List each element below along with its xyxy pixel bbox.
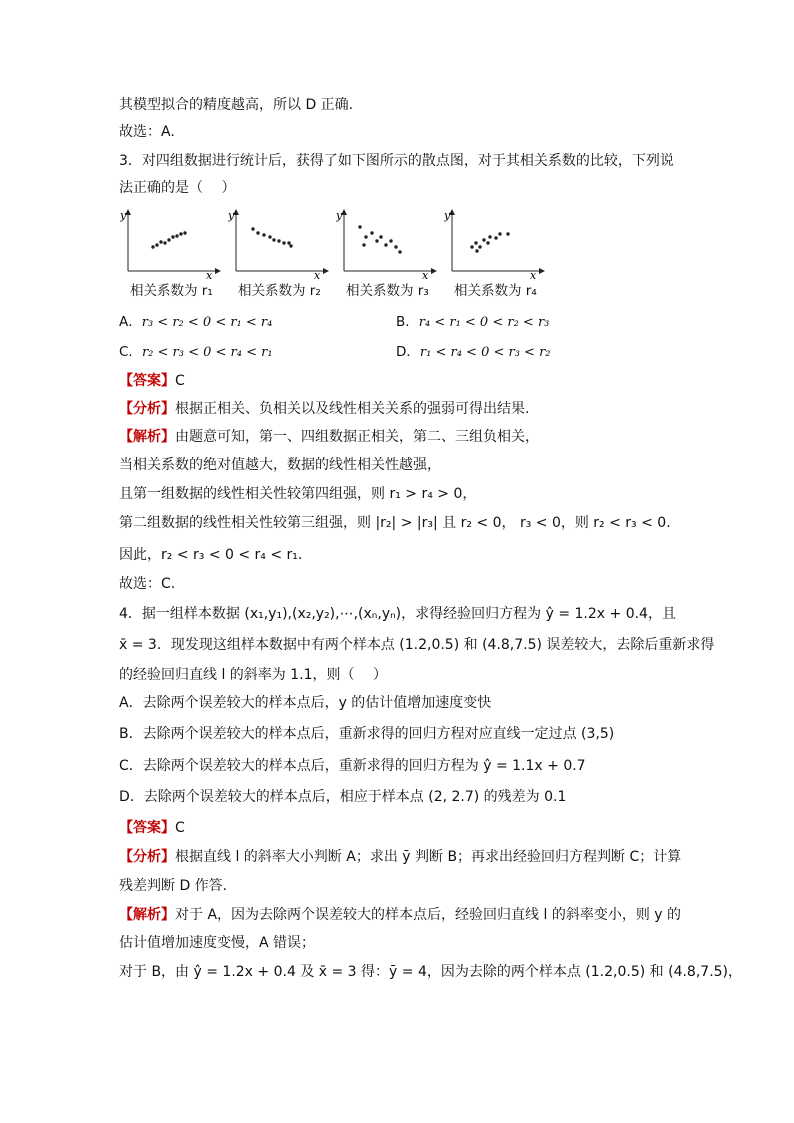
- q3-answer: [119, 371, 185, 391]
- answer-value: C: [175, 820, 185, 836]
- solution-text: 对于 A，因为去除两个误差较大的样本点后，经验回归直线 l 的斜率变小，则 y 的: [175, 907, 682, 923]
- x-axis-label: x: [206, 269, 213, 279]
- q4-solution: [119, 905, 681, 925]
- y-axis-label: y: [336, 209, 343, 222]
- question-4-stem-cont: 的经验回归直线 l 的斜率为 1.1，则（ ）: [119, 667, 387, 683]
- text-line: 第二组数据的线性相关性较第三组强，则 |r₂| > |r₃| 且 r₂ < 0， r₃ < 0，则 r₂ < r₃ < 0.: [119, 515, 671, 531]
- x-axis-label: x: [422, 269, 429, 279]
- scatter-plot-1-label: 相关系数为 r₁: [130, 283, 213, 299]
- text-line: 对于 B，由 ŷ = 1.2x + 0.4 及 x̄ = 3 得：ȳ = 4，因为去除的两个样本点 (1.2,0.5) 和 (4.8,7.5)，: [119, 964, 743, 980]
- text-line: 故选：C.: [119, 576, 176, 592]
- option-b: [396, 312, 549, 333]
- x-axis-label: x: [314, 269, 321, 279]
- q3-analysis: [119, 399, 529, 419]
- analysis-text: 根据直线 l 的斜率大小判断 A；求出 ȳ 判断 B；再求出经验回归方程判断 C；计算: [175, 849, 682, 865]
- option-a-letter: A．: [119, 314, 142, 330]
- option-b-letter: B．: [396, 314, 419, 330]
- scatter-plot-3-label: 相关系数为 r₃: [346, 283, 429, 299]
- question-3-stem: 3．对四组数据进行统计后，获得了如下图所示的散点图，对于其相关系数的比较，下列说: [119, 153, 674, 169]
- q4-answer: [119, 818, 185, 838]
- question-4-stem-cont: x̄ = 3．现发现这组样本数据中有两个样本点 (1.2,0.5) 和 (4.8,7.5) 误差较大，去除后重新求得: [119, 637, 715, 653]
- option-d-math: r₁ < r₄ < 0 < r₃ < r₂: [419, 345, 551, 360]
- x-axis-label: x: [530, 269, 537, 279]
- option-a-math: r₃ < r₂ < 0 < r₁ < r₄: [141, 315, 273, 330]
- text-line: 故选：A.: [119, 124, 175, 140]
- y-axis-label: y: [228, 209, 235, 222]
- y-axis-label: y: [120, 209, 127, 222]
- answer-tag: 【答案】: [119, 373, 175, 389]
- y-axis-label: y: [444, 209, 451, 222]
- text-line: 估计值增加速度变慢，A 错误；: [119, 935, 316, 951]
- answer-tag: 【答案】: [119, 820, 175, 836]
- solution-tag: 【解析】: [119, 907, 175, 923]
- q4-analysis: [119, 847, 681, 867]
- q4-option-c: C．去除两个误差较大的样本点后，重新求得的回归方程为 ŷ = 1.1x + 0.7: [119, 758, 586, 774]
- text-line: 其模型拟合的精度越高，所以 D 正确.: [119, 97, 354, 113]
- text-line: 当相关系数的绝对值越大，数据的线性相关性越强，: [119, 457, 441, 473]
- option-d-letter: D．: [396, 344, 420, 360]
- option-b-math: r₄ < r₁ < 0 < r₂ < r₃: [418, 315, 550, 330]
- scatter-plot-4-label: 相关系数为 r₄: [454, 283, 537, 299]
- analysis-tag: 【分析】: [119, 849, 175, 865]
- text-line: 残差判断 D 作答.: [119, 878, 228, 894]
- q4-option-b: B．去除两个误差较大的样本点后，重新求得的回归方程对应直线一定过点 (3,5): [119, 726, 615, 742]
- answer-value: C: [175, 373, 185, 389]
- option-d: [396, 342, 551, 363]
- option-c: [119, 342, 273, 363]
- scatter-plot-4: [444, 207, 554, 302]
- text-line: 且第一组数据的线性相关性较第四组强，则 r₁ > r₄ > 0，: [119, 486, 477, 502]
- analysis-tag: 【分析】: [119, 401, 175, 417]
- option-a: [119, 312, 272, 333]
- scatter-plot-1: [120, 207, 230, 302]
- solution-text: 由题意可知，第一、四组数据正相关，第二、三组负相关，: [175, 429, 539, 445]
- scatter-plot-3: [336, 207, 446, 302]
- question-3-stem-cont: 法正确的是（ ）: [119, 180, 236, 196]
- scatter-plot-2-label: 相关系数为 r₂: [238, 283, 321, 299]
- solution-tag: 【解析】: [119, 429, 175, 445]
- q4-option-a: A．去除两个误差较大的样本点后，y 的估计值增加速度变快: [119, 695, 492, 711]
- analysis-text: 根据正相关、负相关以及线性相关关系的强弱可得出结果.: [175, 401, 530, 417]
- q3-solution: [119, 427, 539, 447]
- option-c-math: r₂ < r₃ < 0 < r₄ < r₁: [141, 345, 273, 360]
- option-c-letter: C．: [119, 344, 142, 360]
- q4-option-d: D．去除两个误差较大的样本点后，相应于样本点 (2, 2.7) 的残差为 0.1: [119, 789, 567, 805]
- scatter-plot-2: [228, 207, 338, 302]
- text-line: 因此，r₂ < r₃ < 0 < r₄ < r₁.: [119, 547, 303, 563]
- question-4-stem: 4．据一组样本数据 (x₁,y₁),(x₂,y₂),⋯,(xₙ,yₙ)，求得经验回归方程为 ŷ = 1.2x + 0.4，且: [119, 606, 676, 622]
